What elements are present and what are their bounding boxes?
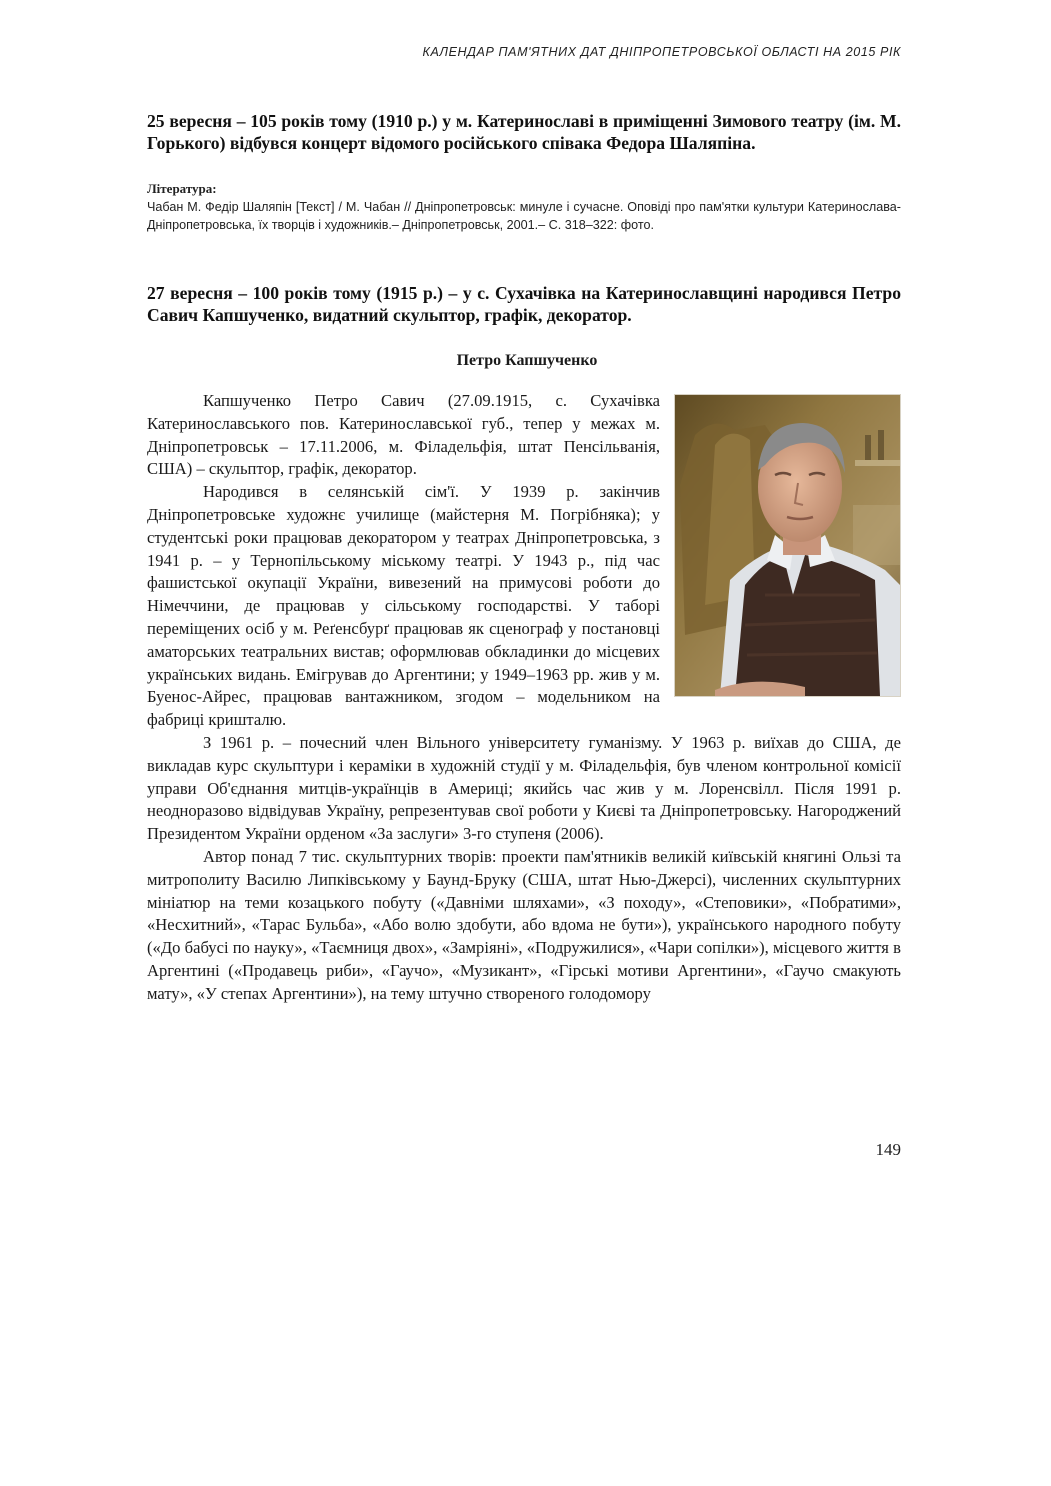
portrait-image: [674, 394, 901, 697]
literature-entry: Чабан М. Федір Шаляпін [Текст] / М. Чабан // Дніпропетровськ: минуле і сучасне. Оповіді про пам'ятки культури Катеринослава-Дніпропетровська, їх творців і художників.– Дніпропетровськ, 2001.– С. 318–322: фото.: [147, 200, 901, 232]
biography-paragraph: Народився в селянській сім'ї. У 1939 р. закінчив Дніпропетровське художнє училище (майстерня М. Погрібняка); у студентські роки працював декоратором у театрах Дніпропетровська, з 1941 р. – у Тернопільському міському театрі. У 1943 р., під час фашистської окупації України, вивезений на примусові роботи до Німеччини, де працював у сільському господарстві. У таборі переміщених осіб у м. Реґенсбурґ працював як сценограф у постановці аматорських театральних вистав; оформлював обкладинки до місцевих українських видань. Емігрував до Аргентини; у 1949–1963 рр. жив у м. Буенос-Айрес, працював вантажником, згодом – модельником на фабриці кришталю.: [147, 482, 660, 730]
event-shalyapin-concert: [147, 110, 901, 234]
running-header: КАЛЕНДАР ПАМ'ЯТНИХ ДАТ ДНІПРОПЕТРОВСЬКОЇ ОБЛАСТІ НА 2015 РІК: [422, 45, 901, 59]
biography-paragraph: Капшученко Петро Савич (27.09.1915, с. Сухачівка Катеринославського пов. Катеринославської губ., тепер у межах м. Дніпропетровськ – 17.11.2006, м. Філадельфія, штат Пенсільванія, США) – скульптор, графік, декоратор.: [147, 391, 660, 479]
page-content: [147, 110, 901, 1006]
biography-text: [147, 390, 901, 1006]
literature-label: Література:: [147, 181, 217, 196]
event-kapshuchenko-birth: [147, 282, 901, 1006]
article-subtitle: Петро Капшученко: [456, 352, 598, 369]
event-heading: 27 вересня – 100 років тому (1915 р.) – у с. Сухачівка на Катеринославщині народився Петро Савич Капшученко, видатний скульптор, графік, декоратор.: [147, 283, 901, 325]
literature-block: [147, 180, 901, 234]
biography-paragraph: З 1961 р. – почесний член Вільного університету гуманізму. У 1963 р. виїхав до США, де викладав курс скульптури і кераміки в художній студії у м. Філадельфія, був членом контрольної комісії управи Об'єднання митців-українців в Америці; якийсь час жив у м. Лоренсвілл. Після 1991 р. неодноразово відвідував Україну, репрезентував свої роботи у Києві та Дніпропетровську. Нагороджений Президентом України орденом «За заслуги» 3-го ступеня (2006).: [147, 732, 901, 844]
event-heading: 25 вересня – 105 років тому (1910 р.) у м. Катеринославі в приміщенні Зимового театру (ім. М. Горького) відбувся концерт відомого російського співака Федора Шаляпіна.: [147, 111, 901, 153]
page-number: 149: [875, 1140, 901, 1159]
biography-paragraph: Автор понад 7 тис. скульптурних творів: проекти пам'ятників великій київській княгині Ользі та митрополиту Василю Липківському у Баунд-Бруку (США, штат Нью-Джерсі), численних скульптурних мініатюр на теми козацького побуту («Давніми шляхами», «З походу», «Степовики», «Побратими», «Несхитний», «Тарас Бульба», «Або волю здобути, або вдома не бути»), українського народного побуту («До бабусі по науку», «Таємниця двох», «Замріяні», «Подружилися», «Чари сопілки»), місцевого життя в Аргентині («Продавець риби», «Гаучо», «Музикант», «Гірські мотиви Аргентини», «Гаучо смакують мату», «У степах Аргентини»), на тему штучно створеного голодомору: [147, 846, 901, 1003]
